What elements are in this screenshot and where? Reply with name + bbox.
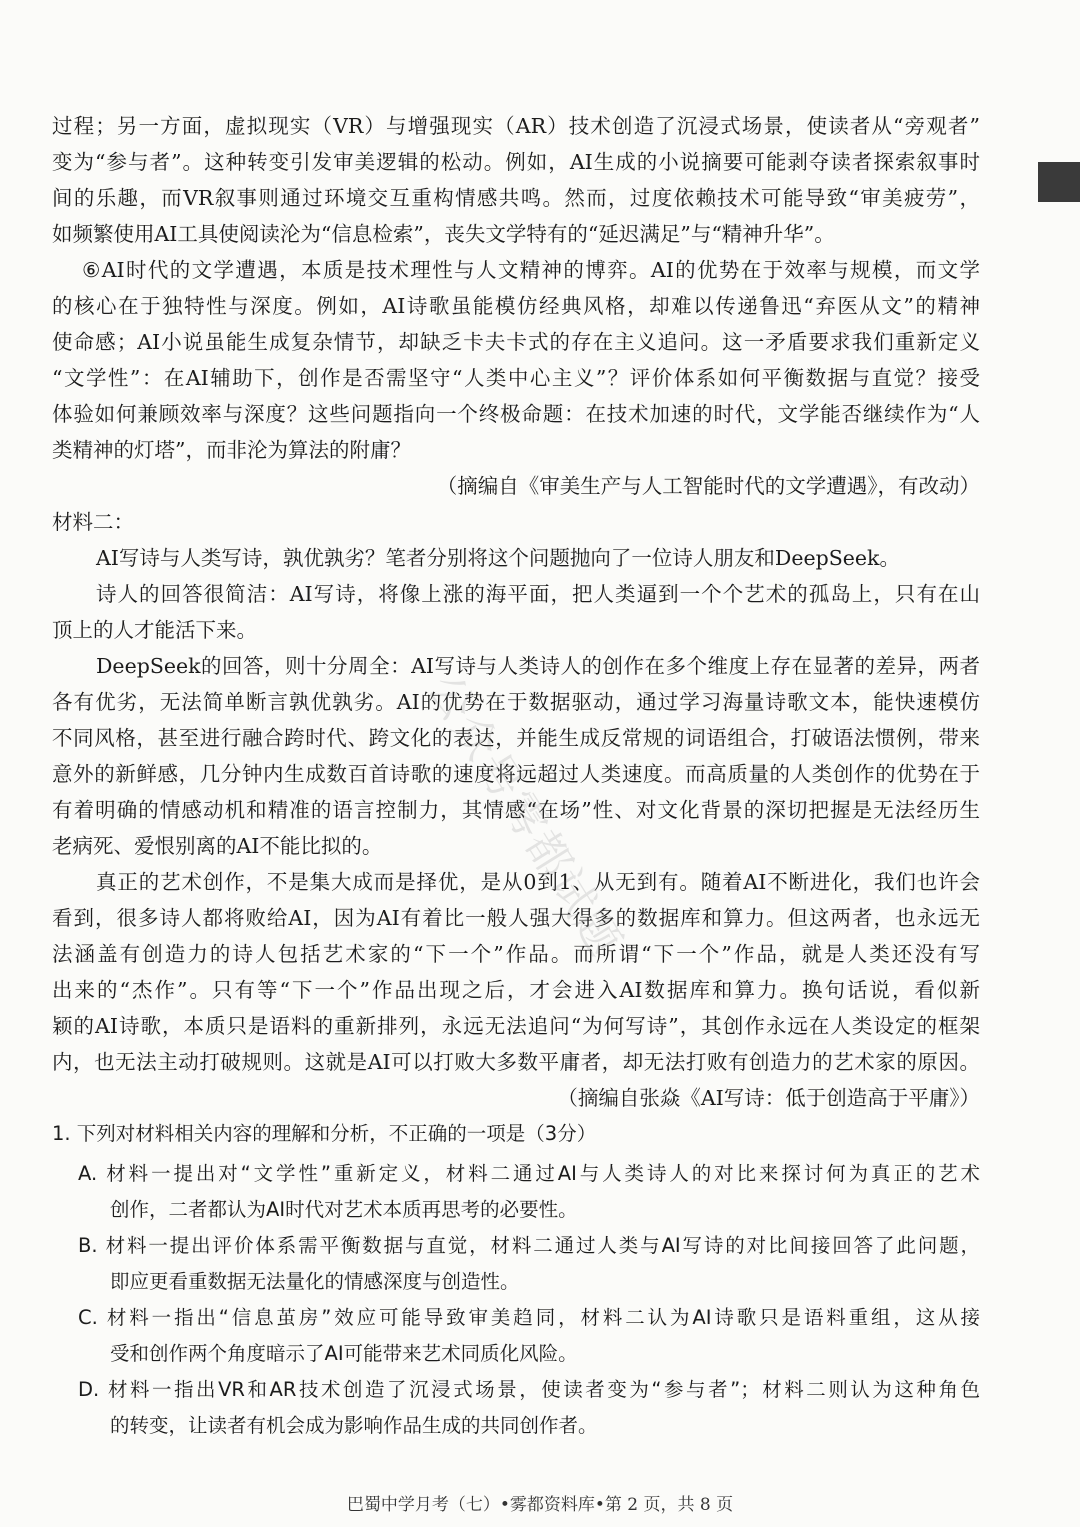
- source-citation: （摘编自张焱《AI写诗：低于创造高于平庸》）: [557, 1086, 980, 1110]
- text-line: 看到，很多诗人都将败给AI，因为AI有着比一般人强大得多的数据库和算力。但这两者，也永远无: [52, 906, 980, 930]
- text-line: 真正的艺术创作，不是集大成而是择优，是从0到1、从无到有。随着AI不断进化，我们也许会: [96, 870, 980, 894]
- text-line: “文学性”：在AI辅助下，创作是否需坚守“人类中心主义”？评价体系如何平衡数据与直觉？接受: [52, 366, 980, 390]
- source-citation: （摘编自《审美生产与人工智能时代的文学遭遇》，有改动）: [436, 474, 980, 498]
- text-line: 变为“参与者”。这种转变引发审美逻辑的松动。例如，AI生成的小说摘要可能剥夺读者探索叙事时: [52, 150, 980, 174]
- text-line: 不同风格，甚至进行融合跨时代、跨文化的表达，并能生成反常规的词语组合，打破语法惯例，带来: [52, 726, 980, 750]
- text-line: 出来的“杰作”。只有等“下一个”作品出现之后，才会进入AI数据库和算力。换句话说，看似新: [52, 978, 980, 1002]
- text-line: AI写诗与人类写诗，孰优孰劣？笔者分别将这个问题抛向了一位诗人朋友和DeepSeek。: [96, 546, 900, 570]
- text-line: 老病死、爱恨别离的AI不能比拟的。: [52, 834, 383, 858]
- text-line: 意外的新鲜感，几分钟内生成数百首诗歌的速度将远超过人类速度。而高质量的人类创作的优势在于: [52, 762, 980, 786]
- text-line: 的核心在于独特性与深度。例如，AI诗歌虽能模仿经典风格，却难以传递鲁迅“弃医从文”的精神: [52, 294, 980, 318]
- text-line: ⑥AI时代的文学遭遇，本质是技术理性与人文精神的博弈。AI的优势在于效率与规模，而文学: [82, 258, 980, 282]
- page-footer: 巴蜀中学月考（七）•雾都资料库•第 2 页，共 8 页: [346, 1495, 734, 1515]
- question-stem: 1. 下列对材料相关内容的理解和分析，不正确的一项是（3分）: [52, 1122, 597, 1145]
- text-line: 间的乐趣，而VR叙事则通过环境交互重构情感共鸣。然而，过度依赖技术可能导致“审美疲劳”，: [52, 186, 980, 210]
- watermark: 公众号雾都试题: [417, 665, 632, 966]
- option-b-cont: 即应更看重数据无法量化的情感深度与创造性。: [110, 1270, 520, 1293]
- option-d: D. 材料一指出VR和AR技术创造了沉浸式场景，使读者变为“参与者”；材料二则认为这种角色: [78, 1378, 980, 1401]
- text-line: 顶上的人才能活下来。: [52, 618, 257, 642]
- text-line: 颖的AI诗歌，本质只是语料的重新排列，永远无法追问“为何写诗”，其创作永远在人类设定的框架: [52, 1014, 980, 1038]
- page-edge-tab: [1038, 162, 1080, 202]
- text-line: 法涵盖有创造力的诗人包括艺术家的“下一个”作品。而所谓“下一个”作品，就是人类还没有写: [52, 942, 980, 966]
- text-line: 诗人的回答很简洁：AI写诗，将像上涨的海平面，把人类逼到一个个艺术的孤岛上，只有在山: [96, 582, 980, 606]
- option-c-cont: 受和创作两个角度暗示了AI可能带来艺术同质化风险。: [110, 1342, 578, 1365]
- text-line: 过程；另一方面，虚拟现实（VR）与增强现实（AR）技术创造了沉浸式场景，使读者从“旁观者”: [52, 114, 980, 138]
- option-d-cont: 的转变，让读者有机会成为影响作品生成的共同创作者。: [110, 1414, 598, 1437]
- option-b: B. 材料一提出评价体系需平衡数据与直觉，材料二通过人类与AI写诗的对比间接回答了此问题，: [78, 1234, 980, 1257]
- text-line: DeepSeek的回答，则十分周全：AI写诗与人类诗人的创作在多个维度上存在显著的差异，两者: [96, 654, 980, 678]
- text-line: 如频繁使用AI工具使阅读沦为“信息检索”，丧失文学特有的“延迟满足”与“精神升华”。: [52, 222, 835, 246]
- text-line: 内，也无法主动打破规则。这就是AI可以打败大多数平庸者，却无法打败有创造力的艺术家的原因。: [52, 1050, 980, 1074]
- text-line: 体验如何兼顾效率与深度？这些问题指向一个终极命题：在技术加速的时代，文学能否继续作为“人: [52, 402, 980, 426]
- material-heading: 材料二：: [52, 510, 134, 534]
- text-line: 各有优劣，无法简单断言孰优孰劣。AI的优势在于数据驱动，通过学习海量诗歌文本，能快速模仿: [52, 690, 980, 714]
- option-a: A. 材料一提出对“文学性”重新定义，材料二通过AI与人类诗人的对比来探讨何为真正的艺术: [78, 1162, 980, 1185]
- option-a-cont: 创作，二者都认为AI时代对艺术本质再思考的必要性。: [110, 1198, 578, 1221]
- text-line: 有着明确的情感动机和精准的语言控制力，其情感“在场”性、对文化背景的深切把握是无法经历生: [52, 798, 980, 822]
- text-line: 使命感；AI小说虽能生成复杂情节，却缺乏卡夫卡式的存在主义追问。这一矛盾要求我们重新定义: [52, 330, 980, 354]
- option-c: C. 材料一指出“信息茧房”效应可能导致审美趋同，材料二认为AI诗歌只是语料重组，这从接: [78, 1306, 980, 1329]
- text-line: 类精神的灯塔”，而非沦为算法的附庸？: [52, 438, 411, 462]
